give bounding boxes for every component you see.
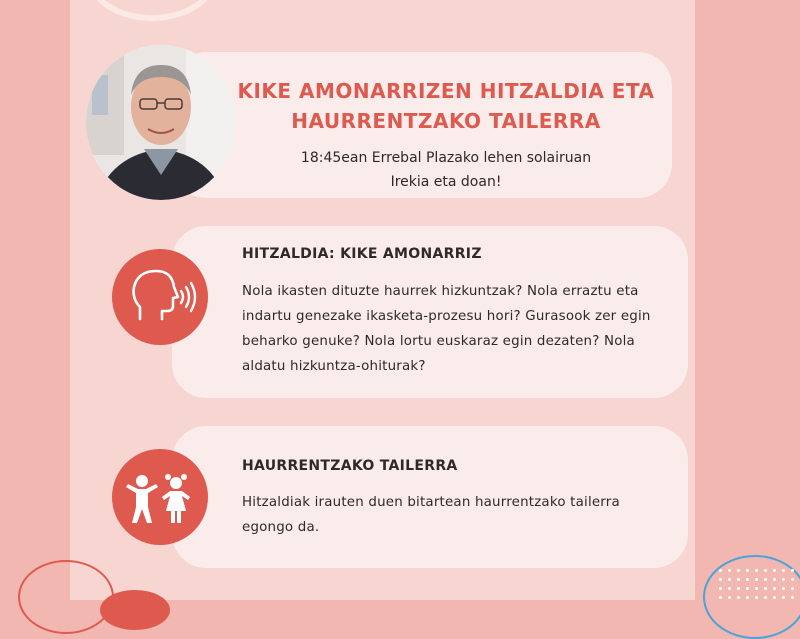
talk-heading: HITZALDIA: KIKE AMONARRIZ: [242, 246, 482, 262]
kids-heading: HAURRENTZAKO TAILERRA: [242, 458, 458, 474]
children-icon: [112, 449, 208, 545]
title-line-1: KIKE AMONARRIZEN HITZALDIA ETA: [237, 79, 655, 103]
title-line-2: HAURRENTZAKO TAILERRA: [291, 109, 601, 133]
decorative-outline-blob: [18, 560, 114, 634]
event-title: [236, 76, 656, 136]
decorative-dots: [716, 566, 796, 600]
speaker-photo: [86, 45, 236, 200]
decorative-filled-blob: [100, 590, 170, 630]
talk-description: Nola ikasten dituzte haurrek hizkuntzak? Nola erraztu eta indartu genezake ikasketa-prozesu hori? Gurasook zer egin beharko genuke? Nola lortu euskaraz egin dezaten? Nola aldatu hizkuntza-ohiturak?: [242, 284, 651, 374]
speaking-head-icon: [112, 249, 208, 345]
time-location: 18:45ean Errebal Plazako lehen solairuan: [300, 150, 592, 166]
admission-note: Irekia eta doan!: [390, 174, 502, 190]
kids-description: Hitzaldiak irauten duen bitartean haurrentzako tailerra egongo da.: [242, 495, 620, 535]
